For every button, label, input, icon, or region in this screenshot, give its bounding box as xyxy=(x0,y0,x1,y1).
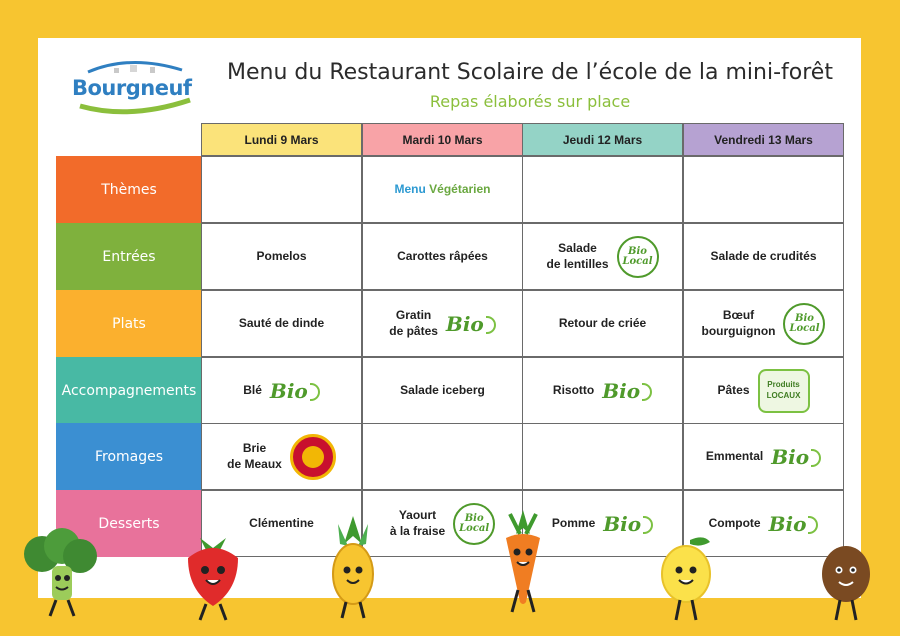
day-header-vendredi: Vendredi 13 Mars xyxy=(683,123,844,156)
dish-label: Sauté de dinde xyxy=(238,315,325,330)
row-label-desserts: Desserts xyxy=(56,490,202,557)
dish-label: Salade iceberg xyxy=(400,382,485,397)
dish-label: Blé xyxy=(243,382,262,397)
bio-local-badge-icon xyxy=(453,503,495,545)
dish-label: Brie de Meaux xyxy=(227,440,282,471)
bio-label-icon xyxy=(602,378,652,404)
cell-themes-vendredi xyxy=(683,156,844,223)
dish-label: Gratin de pâtes xyxy=(389,307,438,338)
dish-label: Carottes râpées xyxy=(397,248,488,263)
cell-accompagnements-lundi xyxy=(201,357,362,424)
strawberry-icon xyxy=(180,528,246,624)
bio-text: Bio xyxy=(269,378,308,403)
cell-plats-mardi xyxy=(362,290,523,357)
dish-label: Retour de criée xyxy=(558,315,647,330)
badge-text-local: Local xyxy=(622,255,653,267)
badge-text-local: Local xyxy=(459,522,490,534)
cell-accompagnements-vendredi xyxy=(683,357,844,424)
produits-locaux-icon xyxy=(758,369,810,413)
bio-text: Bio xyxy=(445,311,484,336)
bio-label-icon xyxy=(270,378,320,404)
day-header-mardi: Mardi 10 Mars xyxy=(362,123,523,156)
badge-text-bio: Bio xyxy=(795,312,814,324)
row-label-entrees: Entrées xyxy=(56,223,202,290)
badge-text-bio: Bio xyxy=(464,512,484,524)
dish-label: Pomelos xyxy=(256,248,307,263)
bio-label-icon xyxy=(771,444,821,470)
cell-entrees-mardi xyxy=(362,223,523,290)
cell-plats-vendredi xyxy=(683,290,844,357)
bio-text: Bio xyxy=(603,511,642,536)
row-label-plats: Plats xyxy=(56,290,202,357)
broccoli-icon xyxy=(20,528,102,620)
logo-wordmark: Bourgneuf xyxy=(72,76,192,100)
dish-label: Salade de crudités xyxy=(710,248,817,263)
dish-label: Salade de lentilles xyxy=(546,240,609,271)
cell-plats-jeudi xyxy=(522,290,683,357)
cell-accompagnements-mardi xyxy=(362,357,523,424)
cell-accompagnements-jeudi xyxy=(522,357,683,424)
row-label-fromages: Fromages xyxy=(56,423,202,490)
dish-label: Compote xyxy=(708,515,761,530)
cell-fromages-mardi xyxy=(362,423,523,490)
bio-text: Bio xyxy=(768,511,807,536)
dish-label: Emmental xyxy=(705,448,764,463)
cell-themes-mardi xyxy=(362,156,523,223)
bio-text: Bio xyxy=(602,378,641,403)
produits-text: Produits xyxy=(767,380,800,390)
locaux-text: LOCAUX xyxy=(766,390,801,400)
carrot-icon xyxy=(490,506,556,618)
bio-label-icon xyxy=(769,511,819,537)
cell-fromages-lundi xyxy=(201,423,362,490)
bio-local-badge-icon xyxy=(783,303,825,345)
dish-label: Bœuf bourguignon xyxy=(701,307,776,338)
bio-local-badge-icon xyxy=(617,236,659,278)
aop-seal-icon xyxy=(290,434,336,480)
row-label-accompagnements: Accompagnements xyxy=(56,357,202,424)
theme-menu-word: Menu xyxy=(394,181,426,196)
day-header-jeudi: Jeudi 12 Mars xyxy=(522,123,683,156)
dish-label: Pomme xyxy=(551,515,596,530)
page-subtitle: Repas élaborés sur place xyxy=(429,92,631,111)
badge-text-local: Local xyxy=(789,322,820,334)
page-title: Menu du Restaurant Scolaire de l’école de la mini-forêt xyxy=(227,60,833,85)
cell-entrees-vendredi xyxy=(683,223,844,290)
cell-fromages-vendredi xyxy=(683,423,844,490)
lemon-icon xyxy=(650,532,722,624)
dish-label: Pâtes xyxy=(717,382,750,397)
bio-label-icon xyxy=(446,311,496,337)
badge-text-bio: Bio xyxy=(628,245,647,257)
cell-fromages-jeudi xyxy=(522,423,683,490)
day-header-lundi: Lundi 9 Mars xyxy=(201,123,362,156)
dish-label: Yaourt à la fraise xyxy=(389,507,446,538)
bio-text: Bio xyxy=(771,444,810,469)
cell-entrees-lundi xyxy=(201,223,362,290)
bio-label-icon xyxy=(603,511,653,537)
cell-themes-jeudi xyxy=(522,156,683,223)
menu-grid xyxy=(201,156,844,557)
theme-vegetarien-word: Végétarien xyxy=(429,181,491,196)
cell-plats-lundi xyxy=(201,290,362,357)
dish-label: Clémentine xyxy=(249,515,314,530)
pineapple-icon xyxy=(320,514,386,624)
cell-entrees-jeudi xyxy=(522,223,683,290)
kiwi-icon xyxy=(810,540,882,626)
dish-label: Risotto xyxy=(552,382,595,397)
row-label-themes: Thèmes xyxy=(56,156,202,223)
cell-themes-lundi xyxy=(201,156,362,223)
